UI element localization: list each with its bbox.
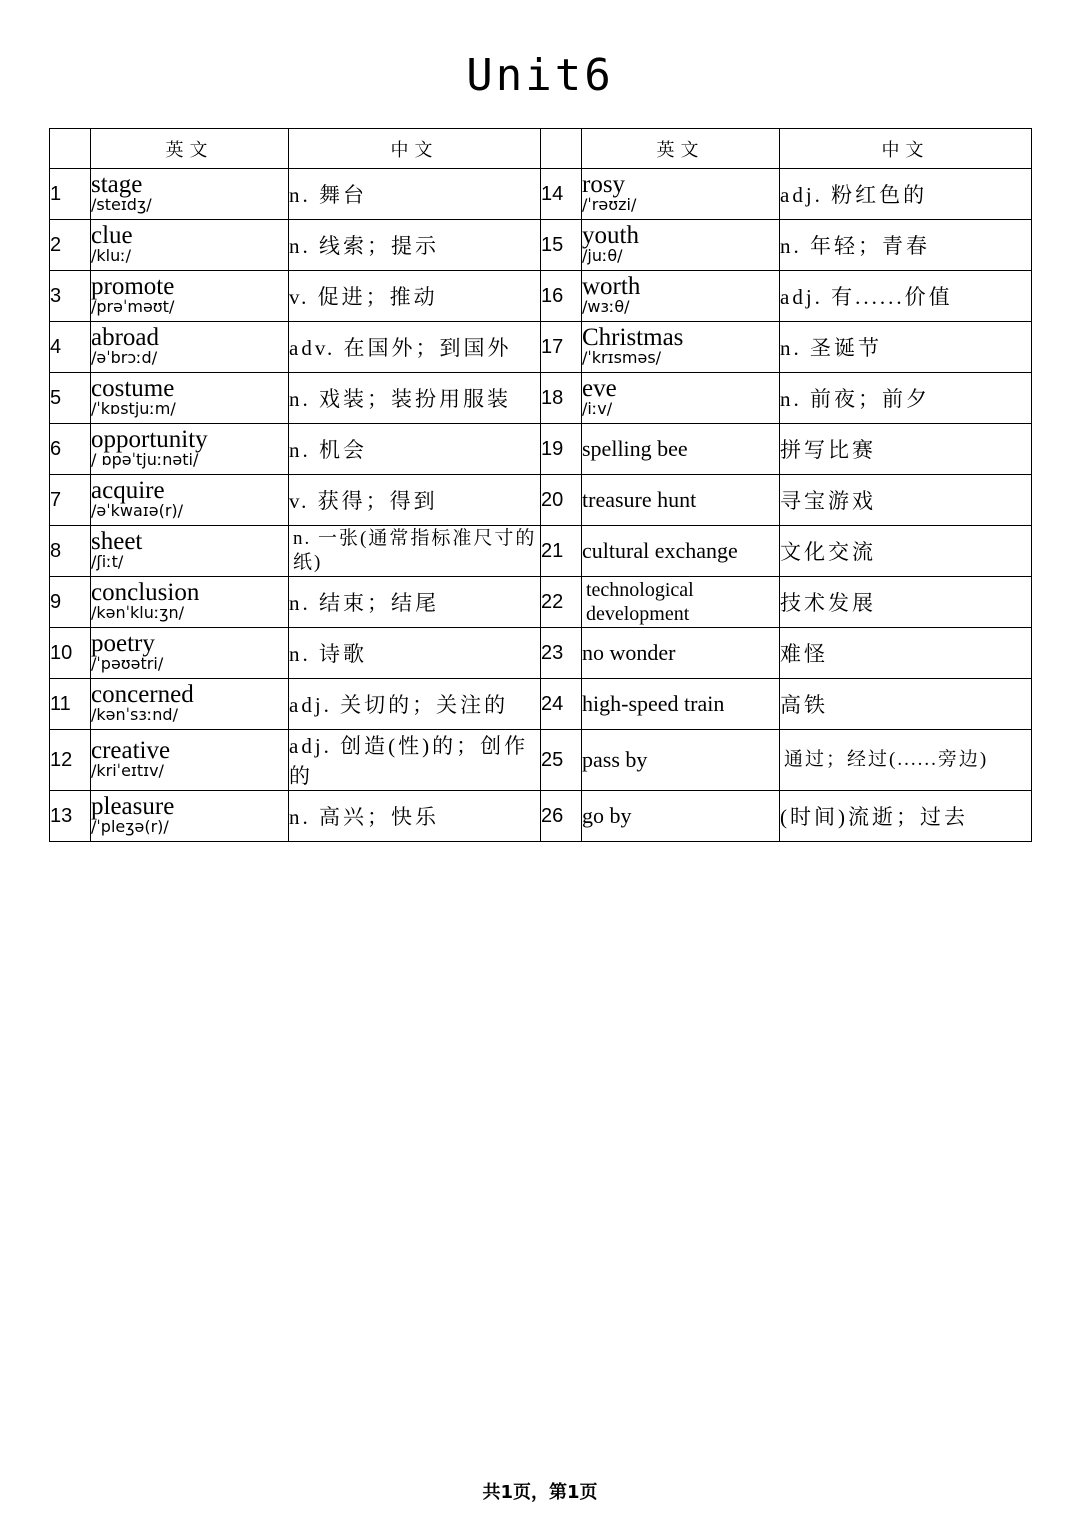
phonetic: /wɜːθ/ [582,297,630,316]
chinese-meaning: 高铁 [780,679,1032,730]
chinese-meaning: v. 促进；推动 [289,271,541,322]
english-phrase: high-speed train [582,679,780,730]
item-number: 23 [541,628,582,679]
header-number-right [541,129,582,169]
item-number: 15 [541,220,582,271]
chinese-meaning: (时间)流逝；过去 [780,791,1032,842]
table-row [50,730,1032,791]
english-phrase: cultural exchange [582,526,780,577]
item-number: 21 [541,526,582,577]
english-word: conclusion [91,579,200,606]
chinese-meaning: 寻宝游戏 [780,475,1032,526]
phonetic: /əˈbrɔːd/ [91,348,158,367]
header-number-left [50,129,91,169]
word-cell [91,730,289,791]
item-number: 24 [541,679,582,730]
english-phrase: go by [582,791,780,842]
english-word: eve [582,375,617,402]
item-number: 19 [541,424,582,475]
header-chinese-right: 中文 [780,129,1032,169]
chinese-meaning: adj. 有......价值 [780,271,1032,322]
english-word: creative [91,737,171,764]
phonetic: /ˈpleʒə(r)/ [91,817,169,836]
chinese-meaning: adj. 粉红色的 [780,169,1032,220]
english-word: pleasure [91,793,175,820]
english-phrase: pass by [582,730,780,791]
word-cell [91,475,289,526]
word-cell [91,628,289,679]
english-word: concerned [91,681,194,708]
chinese-meaning: 通过；经过(......旁边) [780,730,1032,791]
chinese-meaning: adj. 创造(性)的；创作的 [289,730,541,791]
chinese-meaning: n. 舞台 [289,169,541,220]
phonetic: /kriˈeɪtɪv/ [91,761,164,780]
chinese-meaning: adj. 关切的；关注的 [289,679,541,730]
english-word: worth [582,273,641,300]
chinese-meaning: n. 年轻；青春 [780,220,1032,271]
item-number: 16 [541,271,582,322]
chinese-meaning: n. 诗歌 [289,628,541,679]
item-number: 1 [50,169,91,220]
phonetic: /kluː/ [91,246,132,265]
chinese-meaning: 文化交流 [780,526,1032,577]
chinese-meaning: n. 机会 [289,424,541,475]
item-number: 12 [50,730,91,791]
word-cell [582,271,780,322]
english-word: stage [91,171,143,198]
word-cell [582,169,780,220]
table-row [50,322,1032,373]
header-english-left: 英文 [91,129,289,169]
table-row [50,628,1032,679]
vocabulary-table [49,128,1032,842]
word-cell [582,322,780,373]
word-cell [91,577,289,628]
english-word: abroad [91,324,160,351]
item-number: 3 [50,271,91,322]
table-row [50,791,1032,842]
chinese-meaning: adv. 在国外；到国外 [289,322,541,373]
phonetic: /ʃiːt/ [91,552,124,571]
chinese-meaning: n. 一张(通常指标准尺寸的纸) [289,526,541,577]
english-word: promote [91,273,175,300]
item-number: 7 [50,475,91,526]
item-number: 20 [541,475,582,526]
phonetic: /kənˈsɜːnd/ [91,705,178,724]
phonetic: /ˈrəʊzi/ [582,195,637,214]
english-word: rosy [582,171,626,198]
item-number: 9 [50,577,91,628]
chinese-meaning: n. 圣诞节 [780,322,1032,373]
word-cell [91,322,289,373]
chinese-meaning: v. 获得；得到 [289,475,541,526]
chinese-meaning: 技术发展 [780,577,1032,628]
table-row [50,271,1032,322]
chinese-meaning: n. 结束；结尾 [289,577,541,628]
word-cell [91,169,289,220]
english-word: acquire [91,477,165,504]
chinese-meaning: n. 前夜；前夕 [780,373,1032,424]
phonetic: /juːθ/ [582,246,623,265]
table-row [50,475,1032,526]
phonetic: /kənˈkluːʒn/ [91,603,185,622]
english-phrase: technological development [582,577,780,628]
table-row [50,577,1032,628]
phonetic: /steɪdʒ/ [91,195,152,214]
item-number: 8 [50,526,91,577]
english-phrase: treasure hunt [582,475,780,526]
item-number: 26 [541,791,582,842]
item-number: 14 [541,169,582,220]
table-row [50,373,1032,424]
table-row [50,220,1032,271]
english-word: poetry [91,630,155,657]
phonetic: /əˈkwaɪə(r)/ [91,501,184,520]
phonetic: /ˈkrɪsməs/ [582,348,662,367]
item-number: 2 [50,220,91,271]
word-cell [91,424,289,475]
english-word: Christmas [582,324,684,351]
phonetic: / ɒpəˈtjuːnəti/ [91,450,199,469]
header-english-right: 英文 [582,129,780,169]
table-header-row [50,129,1032,169]
phonetic: /ˈpəʊətri/ [91,654,164,673]
english-word: youth [582,222,639,249]
english-phrase: no wonder [582,628,780,679]
chinese-meaning: 难怪 [780,628,1032,679]
english-phrase: spelling bee [582,424,780,475]
phonetic: /prəˈməʊt/ [91,297,175,316]
table-row [50,679,1032,730]
item-number: 18 [541,373,582,424]
item-number: 17 [541,322,582,373]
item-number: 10 [50,628,91,679]
word-cell [582,373,780,424]
english-word: clue [91,222,133,249]
word-cell [91,271,289,322]
chinese-meaning: n. 线索；提示 [289,220,541,271]
item-number: 13 [50,791,91,842]
word-cell [91,791,289,842]
word-cell [582,220,780,271]
table-row [50,526,1032,577]
word-cell [91,373,289,424]
table-row [50,424,1032,475]
header-chinese-left: 中文 [289,129,541,169]
page-title: Unit6 [466,50,614,101]
word-cell [91,220,289,271]
word-cell [91,526,289,577]
table-row [50,169,1032,220]
item-number: 25 [541,730,582,791]
english-word: opportunity [91,426,208,453]
item-number: 11 [50,679,91,730]
chinese-meaning: n. 戏装；装扮用服装 [289,373,541,424]
page-footer: 共1页，第1页 [482,1482,598,1503]
chinese-meaning: 拼写比赛 [780,424,1032,475]
item-number: 6 [50,424,91,475]
english-word: sheet [91,528,143,555]
item-number: 4 [50,322,91,373]
phonetic: /iːv/ [582,399,613,418]
item-number: 5 [50,373,91,424]
english-word: costume [91,375,175,402]
word-cell [91,679,289,730]
item-number: 22 [541,577,582,628]
chinese-meaning: n. 高兴；快乐 [289,791,541,842]
phonetic: /ˈkɒstjuːm/ [91,399,176,418]
